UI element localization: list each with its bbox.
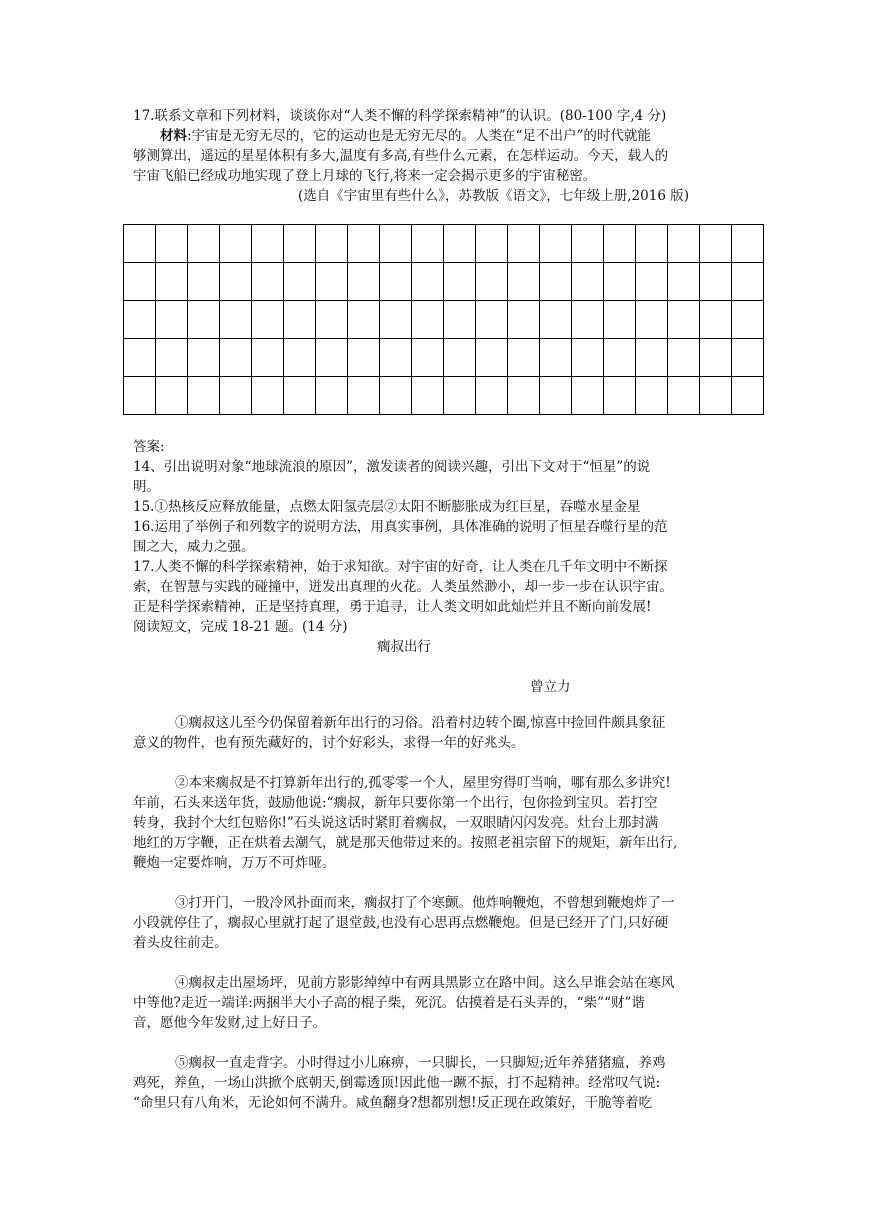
grid-cell[interactable] [732,225,764,263]
grid-cell[interactable] [348,301,380,339]
grid-cell[interactable] [732,301,764,339]
grid-cell[interactable] [284,339,316,377]
answer-writing-grid [123,224,764,415]
grid-cell[interactable] [444,225,476,263]
grid-cell[interactable] [604,377,636,415]
grid-cell[interactable] [412,225,444,263]
grid-cell[interactable] [220,225,252,263]
grid-cell[interactable] [444,263,476,301]
material-label: 材料 [160,128,187,144]
grid-cell[interactable] [476,339,508,377]
grid-cell[interactable] [700,301,732,339]
grid-cell[interactable] [700,377,732,415]
grid-cell[interactable] [316,263,348,301]
paragraph-1: 意义的物件，也有预先藏好的，讨个好彩头，求得一年的好兆头。 [133,735,525,751]
grid-cell[interactable] [732,377,764,415]
answer-16: 围之大，威力之强。 [133,539,255,555]
grid-cell[interactable] [444,339,476,377]
material-line [160,126,651,146]
grid-cell[interactable] [732,263,764,301]
paragraph-2: 年前，石头来送年货，鼓励他说:“瘸叔，新年只要你第一个出行，包你捡到宝贝。若打空 [133,795,658,811]
grid-cell[interactable] [252,377,284,415]
grid-cell[interactable] [476,377,508,415]
paragraph-5: “命里只有八角米，无论如何不满升。咸鱼翻身?想都别想!反正现在政策好，干脆等着吃 [133,1095,653,1111]
grid-cell[interactable] [604,339,636,377]
grid-cell[interactable] [572,263,604,301]
grid-cell[interactable] [540,225,572,263]
grid-cell[interactable] [284,225,316,263]
grid-cell[interactable] [124,225,156,263]
grid-cell[interactable] [604,225,636,263]
grid-cell[interactable] [668,339,700,377]
answer-14: 14、引出说明对象“地球流浪的原因”，激发读者的阅读兴趣，引出下文对于“恒星”的说 [133,459,651,475]
grid-cell[interactable] [508,301,540,339]
grid-cell[interactable] [636,377,668,415]
grid-cell[interactable] [476,263,508,301]
grid-cell[interactable] [220,339,252,377]
paragraph-4: 中等他?走近一端详:两捆半大小子高的棍子柴，死沉。估摸着是石头弄的，“柴”“财”谐 [133,995,645,1011]
paragraph-5: 鸡死，养鱼，一场山洪掀个底朝天,倒霉透顶!因此他一蹶不振，打不起精神。经常叹气说: [133,1075,661,1091]
paragraph-3: 着头皮往前走。 [133,935,228,951]
paragraph-1: ①瘸叔这儿至今仍保留着新年出行的习俗。沿着村边转个圈,惊喜中捡回件颇具象征 [175,715,666,731]
grid-cell[interactable] [668,377,700,415]
grid-cell[interactable] [604,263,636,301]
grid-cell[interactable] [412,263,444,301]
answers-heading: 答案: [133,439,165,455]
material-text: 够测算出，遥远的星星体积有多大,温度有多高,有些什么元素，在怎样运动。今天，载人的 [133,148,669,164]
grid-cell[interactable] [188,225,220,263]
grid-row [124,225,764,263]
grid-cell[interactable] [572,225,604,263]
reading-instruction: 阅读短文，完成 18-21 题。(14 分) [133,619,348,635]
grid-cell[interactable] [380,377,412,415]
paragraph-2: 地红的万字鞭，正在烘着去潮气，就是那天他带过来的。按照老祖宗留下的规矩，新年出行, [133,835,678,851]
material-text: :宇宙是无穷无尽的，它的运动也是无穷无尽的。人类在“足不出户”的时代就能 [187,128,651,144]
grid-cell[interactable] [572,339,604,377]
grid-row [124,339,764,377]
q17-prompt: 17.联系文章和下列材料，谈谈你对“人类不懈的科学探索精神”的认识。(80-100 字,4 分) [133,108,667,124]
passage-title: 瘸叔出行 [377,639,431,655]
grid-cell[interactable] [700,263,732,301]
grid-cell[interactable] [444,301,476,339]
grid-cell[interactable] [156,301,188,339]
grid-cell[interactable] [412,377,444,415]
grid-cell[interactable] [508,339,540,377]
grid-cell[interactable] [252,339,284,377]
grid-cell[interactable] [124,377,156,415]
grid-cell[interactable] [476,301,508,339]
grid-cell[interactable] [316,301,348,339]
grid-row [124,301,764,339]
grid-cell[interactable] [284,263,316,301]
grid-cell[interactable] [668,301,700,339]
answer-17: 17.人类不懈的科学探索精神，始于求知欲。对宇宙的好奇，让人类在几千年文明中不断探 [133,559,668,575]
grid-cell[interactable] [700,339,732,377]
grid-cell[interactable] [476,225,508,263]
grid-cell[interactable] [124,263,156,301]
grid-cell[interactable] [156,225,188,263]
grid-row [124,377,764,415]
paragraph-2: 鞭炮一定要炸响，万万不可炸哑。 [133,855,336,871]
paragraph-4: 音，愿他今年发财,过上好日子。 [133,1015,327,1031]
grid-cell[interactable] [540,339,572,377]
grid-cell[interactable] [636,301,668,339]
grid-cell[interactable] [732,339,764,377]
grid-cell[interactable] [188,301,220,339]
grid-cell[interactable] [348,225,380,263]
grid-row [124,263,764,301]
grid-cell[interactable] [508,225,540,263]
grid-cell[interactable] [668,225,700,263]
grid-cell[interactable] [316,339,348,377]
material-source: (选自《宇宙里有些什么》，苏教版《语文》，七年级上册,2016 版) [298,188,689,204]
answer-15: 15.①热核反应释放能量，点燃太阳氢壳层②太阳不断膨胀成为红巨星，吞噬水星金星 [133,499,641,515]
grid-cell[interactable] [252,301,284,339]
grid-cell[interactable] [604,301,636,339]
grid-cell[interactable] [380,263,412,301]
grid-cell[interactable] [124,301,156,339]
grid-cell[interactable] [412,339,444,377]
grid-cell[interactable] [540,377,572,415]
grid-cell[interactable] [252,263,284,301]
grid-cell[interactable] [220,263,252,301]
grid-cell[interactable] [348,263,380,301]
grid-cell[interactable] [508,263,540,301]
grid-cell[interactable] [284,377,316,415]
grid-cell[interactable] [316,225,348,263]
grid-cell[interactable] [156,377,188,415]
paragraph-2: 转身，我封个大红包赔你!”石头说这话时紧盯着瘸叔，一双眼睛闪闪发亮。灶台上那封满 [133,815,659,831]
grid-cell[interactable] [444,377,476,415]
grid-cell[interactable] [508,377,540,415]
paragraph-5: ⑤瘸叔一直走背字。小时得过小儿麻痹，一只脚长，一只脚短;近年养猪猪瘟，养鸡 [175,1055,666,1071]
grid-cell[interactable] [668,263,700,301]
grid-cell[interactable] [636,225,668,263]
paragraph-4: ④瘸叔走出屋场坪，见前方影影绰绰中有两具黑影立在路中间。这么早谁会站在寒风 [175,975,675,991]
grid-cell[interactable] [124,339,156,377]
answer-16: 16.运用了举例子和列数字的说明方法，用真实事例，具体准确的说明了恒星吞噬行星的范 [133,519,668,535]
grid-cell[interactable] [412,301,444,339]
grid-cell[interactable] [252,225,284,263]
grid-cell[interactable] [156,263,188,301]
grid-cell[interactable] [284,301,316,339]
grid-cell[interactable] [220,377,252,415]
grid-cell[interactable] [380,225,412,263]
grid-cell[interactable] [700,225,732,263]
grid-cell[interactable] [572,377,604,415]
paragraph-3: 小段就停住了，瘸叔心里就打起了退堂鼓,也没有心思再点燃鞭炮。但是已经开了门,只好硬 [133,915,669,931]
grid-cell[interactable] [636,263,668,301]
grid-cell[interactable] [188,339,220,377]
passage-author: 曾立力 [530,679,571,695]
grid-cell[interactable] [380,301,412,339]
grid-cell[interactable] [220,301,252,339]
grid-cell[interactable] [540,263,572,301]
grid-cell[interactable] [572,301,604,339]
grid-cell[interactable] [348,377,380,415]
paragraph-3: ③打开门，一股冷风扑面而来，瘸叔打了个寒颤。他炸响鞭炮，不曾想到鞭炮炸了一 [175,895,675,911]
grid-cell[interactable] [188,377,220,415]
grid-cell[interactable] [348,339,380,377]
answer-17: 正是科学探索精神，正是坚持真理，勇于追寻，让人类文明如此灿烂并且不断向前发展! [133,599,652,615]
grid-cell[interactable] [188,263,220,301]
material-text: 宇宙飞船已经成功地实现了登上月球的飞行,将来一定会揭示更多的宇宙秘密。 [133,168,597,184]
grid-cell[interactable] [380,339,412,377]
grid-cell[interactable] [316,377,348,415]
answer-14: 明。 [133,479,160,495]
grid-cell[interactable] [540,301,572,339]
paragraph-2: ②本来瘸叔是不打算新年出行的,孤零零一个人，屋里穷得叮当响，哪有那么多讲究! [175,775,671,791]
grid-cell[interactable] [636,339,668,377]
grid-cell[interactable] [156,339,188,377]
answer-17: 索，在智慧与实践的碰撞中，迸发出真理的火花。人类虽然渺小，却一步一步在认识宇宙。 [133,579,673,595]
